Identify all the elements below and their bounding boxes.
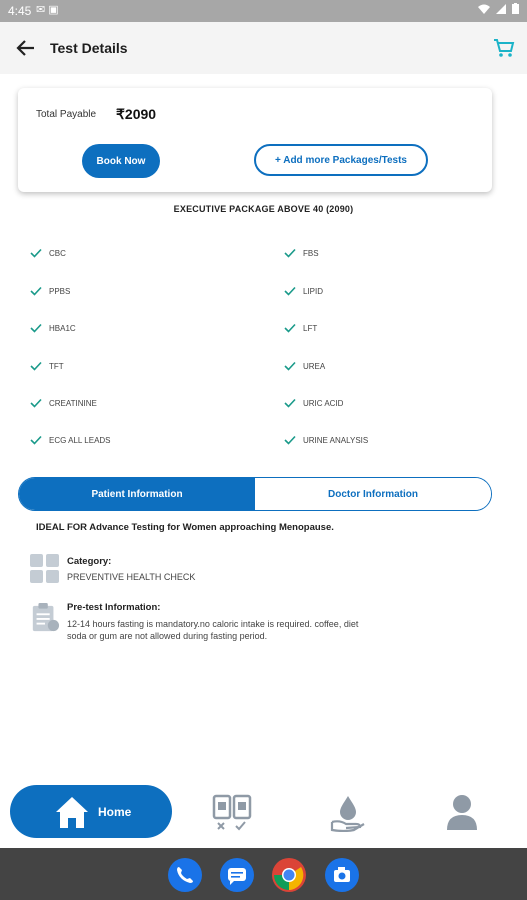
phone-icon[interactable] bbox=[168, 858, 202, 892]
home-icon bbox=[52, 792, 92, 832]
test-item bbox=[30, 398, 97, 408]
check-icon bbox=[30, 398, 42, 408]
test-item bbox=[284, 323, 317, 333]
system-dock bbox=[0, 848, 527, 900]
tests-icon[interactable] bbox=[212, 794, 252, 832]
test-name: LIPID bbox=[303, 286, 324, 296]
system-status-icons bbox=[478, 3, 519, 14]
app-bar bbox=[0, 22, 527, 74]
check-icon bbox=[30, 361, 42, 371]
cart-button[interactable] bbox=[493, 37, 515, 59]
test-item bbox=[284, 286, 323, 296]
back-button[interactable] bbox=[14, 36, 40, 60]
bottom-navigation bbox=[0, 780, 527, 846]
check-icon bbox=[30, 286, 42, 296]
check-icon bbox=[284, 248, 296, 258]
check-icon bbox=[284, 361, 296, 371]
wifi-icon bbox=[478, 4, 490, 14]
test-name: PPBS bbox=[49, 286, 71, 296]
camera-icon[interactable] bbox=[325, 858, 359, 892]
category-heading: Category: bbox=[67, 556, 112, 567]
notification-icons: ✉ ▣ bbox=[36, 4, 59, 16]
add-more-button[interactable]: + Add more Packages/Tests bbox=[254, 144, 428, 176]
ideal-for-text: IDEAL FOR Advance Testing for Women approaching Menopause. bbox=[36, 522, 334, 533]
test-item bbox=[284, 435, 368, 445]
home-label: Home bbox=[98, 804, 132, 819]
test-name: FBS bbox=[303, 248, 319, 258]
blood-drop-hand-icon[interactable] bbox=[330, 794, 366, 832]
category-value: PREVENTIVE HEALTH CHECK bbox=[67, 572, 196, 582]
package-title: EXECUTIVE PACKAGE ABOVE 40 (2090) bbox=[173, 204, 354, 214]
check-icon bbox=[30, 248, 42, 258]
battery-icon bbox=[512, 3, 519, 14]
clipboard-icon bbox=[30, 603, 60, 633]
test-name: HBA1C bbox=[49, 323, 76, 333]
payment-card bbox=[18, 88, 492, 192]
test-item bbox=[284, 248, 319, 258]
test-name: URINE ANALYSIS bbox=[303, 435, 369, 445]
info-tabs bbox=[18, 477, 492, 511]
book-now-button[interactable]: Book Now bbox=[82, 144, 160, 178]
total-payable-amount: ₹2090 bbox=[116, 106, 157, 122]
check-icon bbox=[284, 435, 296, 445]
category-grid-icon bbox=[30, 554, 60, 584]
check-icon bbox=[284, 323, 296, 333]
status-bar bbox=[0, 0, 527, 22]
test-name: CREATININE bbox=[49, 398, 97, 408]
check-icon bbox=[30, 435, 42, 445]
test-item bbox=[284, 398, 343, 408]
test-item bbox=[284, 361, 325, 371]
status-time: 4:45 bbox=[8, 4, 32, 18]
pretest-heading: Pre-test Information: bbox=[67, 602, 161, 613]
profile-icon[interactable] bbox=[446, 794, 478, 830]
test-item bbox=[30, 248, 66, 258]
total-payable-label: Total Payable bbox=[36, 109, 97, 120]
chrome-icon[interactable] bbox=[272, 858, 306, 892]
page-title: Test Details bbox=[50, 40, 128, 56]
messages-icon[interactable] bbox=[220, 858, 254, 892]
signal-icon bbox=[496, 4, 506, 14]
test-name: CBC bbox=[49, 248, 66, 258]
cart-icon bbox=[493, 37, 515, 59]
check-icon bbox=[30, 323, 42, 333]
check-icon bbox=[284, 286, 296, 296]
back-arrow-icon bbox=[14, 36, 38, 60]
test-item bbox=[30, 323, 76, 333]
check-icon bbox=[284, 398, 296, 408]
test-name: TFT bbox=[49, 361, 64, 371]
test-name: URIC ACID bbox=[303, 398, 344, 408]
pretest-line-2: soda or gum are not allowed during fasting period. bbox=[67, 631, 268, 641]
test-name: LFT bbox=[303, 323, 318, 333]
pretest-line-1: 12-14 hours fasting is mandatory.no caloric intake is required. coffee, diet bbox=[67, 619, 359, 629]
tab-doctor-information[interactable]: Doctor Information bbox=[255, 478, 491, 510]
nav-home-button[interactable] bbox=[10, 785, 172, 838]
test-name: UREA bbox=[303, 361, 326, 371]
tab-patient-information[interactable]: Patient Information bbox=[19, 478, 255, 510]
test-item bbox=[30, 361, 64, 371]
test-item bbox=[30, 435, 111, 445]
test-name: ECG ALL LEADS bbox=[49, 435, 111, 445]
test-item bbox=[30, 286, 70, 296]
